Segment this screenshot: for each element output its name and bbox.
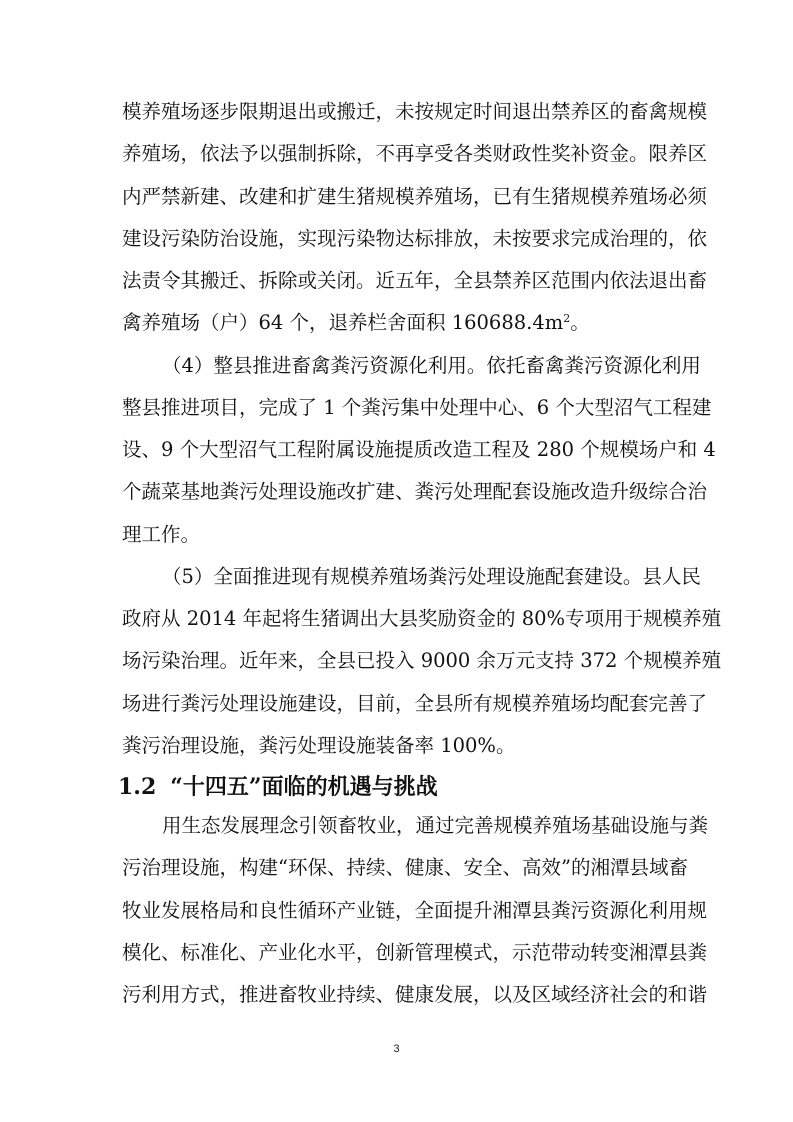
- superscript-2: 2: [563, 312, 571, 325]
- paragraph-1-line-4: 建设污染防治设施，实现污染物达标排放，未按要求完成治理的，依: [122, 227, 708, 250]
- paragraph-3-line-2: 政府从 2014 年起将生猪调出大县奖励资金的 80%专项用于规模养殖: [122, 607, 722, 630]
- paragraph-1-line-5: 法责令其搬迁、拆除或关闭。近五年，全县禁养区范围内依法退出畜: [122, 269, 708, 292]
- paragraph-1-line-2: 养殖场，依法予以强制拆除，不再享受各类财政性奖补资金。限养区: [122, 142, 708, 165]
- paragraph-3-line-3: 场污染治理。近年来，全县已投入 9000 余万元支持 372 个规模养殖: [122, 649, 722, 672]
- paragraph-4-line-4: 模化、标准化、产业化水平，创新管理模式，示范带动转变湘潭县粪: [122, 941, 708, 964]
- paragraph-2-line-3: 设、9 个大型沼气工程附属设施提质改造工程及 280 个规模场户和 4: [122, 438, 716, 461]
- paragraph-4-line-1: 用生态发展理念引领畜牧业，通过完善规模养殖场基础设施与粪: [162, 814, 709, 837]
- paragraph-2-line-4: 个蔬菜基地粪污处理设施改扩建、粪污处理配套设施改造升级综合治: [122, 480, 708, 503]
- paragraph-1-tail: 。: [570, 311, 590, 334]
- paragraph-1-last-text: 禽养殖场（户）64 个，退养栏舍面积 160688.4m: [122, 311, 564, 334]
- paragraph-4-line-5: 污利用方式，推进畜牧业持续、健康发展，以及区域经济社会的和谐: [122, 983, 708, 1006]
- section-title: “十四五”面临的机遇与挑战: [170, 774, 438, 800]
- paragraph-1-line-1: 模养殖场逐步限期退出或搬迁，未按规定时间退出禁养区的畜禽规模: [122, 100, 708, 123]
- paragraph-2-line-2: 整县推进项目，完成了 1 个粪污集中处理中心、6 个大型沼气工程建: [122, 396, 712, 419]
- paragraph-2-line-5: 理工作。: [122, 523, 201, 546]
- paragraph-4-line-2: 污治理设施，构建“环保、持续、健康、安全、高效”的湘潭县域畜: [122, 856, 688, 879]
- paragraph-3-line-1: （5）全面推进现有规模养殖场粪污处理设施配套建设。县人民: [162, 565, 701, 588]
- paragraph-4-line-3: 牧业发展格局和良性循环产业链，全面提升湘潭县粪污资源化利用规: [122, 899, 708, 922]
- section-number: 1.2: [118, 774, 157, 800]
- paragraph-3-line-5: 粪污治理设施，粪污处理设施装备率 100%。: [122, 734, 516, 757]
- paragraph-2-line-1: （4）整县推进畜禽粪污资源化利用。依托畜禽粪污资源化利用: [162, 354, 701, 377]
- section-heading: [118, 770, 438, 801]
- paragraph-1-line-3: 内严禁新建、改建和扩建生猪规模养殖场，已有生猪规模养殖场必须: [122, 185, 708, 208]
- paragraph-1-line-6: [122, 313, 682, 333]
- page-number: 3: [393, 1043, 400, 1055]
- paragraph-3-line-4: 场进行粪污处理设施建设，目前，全县所有规模养殖场均配套完善了: [122, 692, 708, 715]
